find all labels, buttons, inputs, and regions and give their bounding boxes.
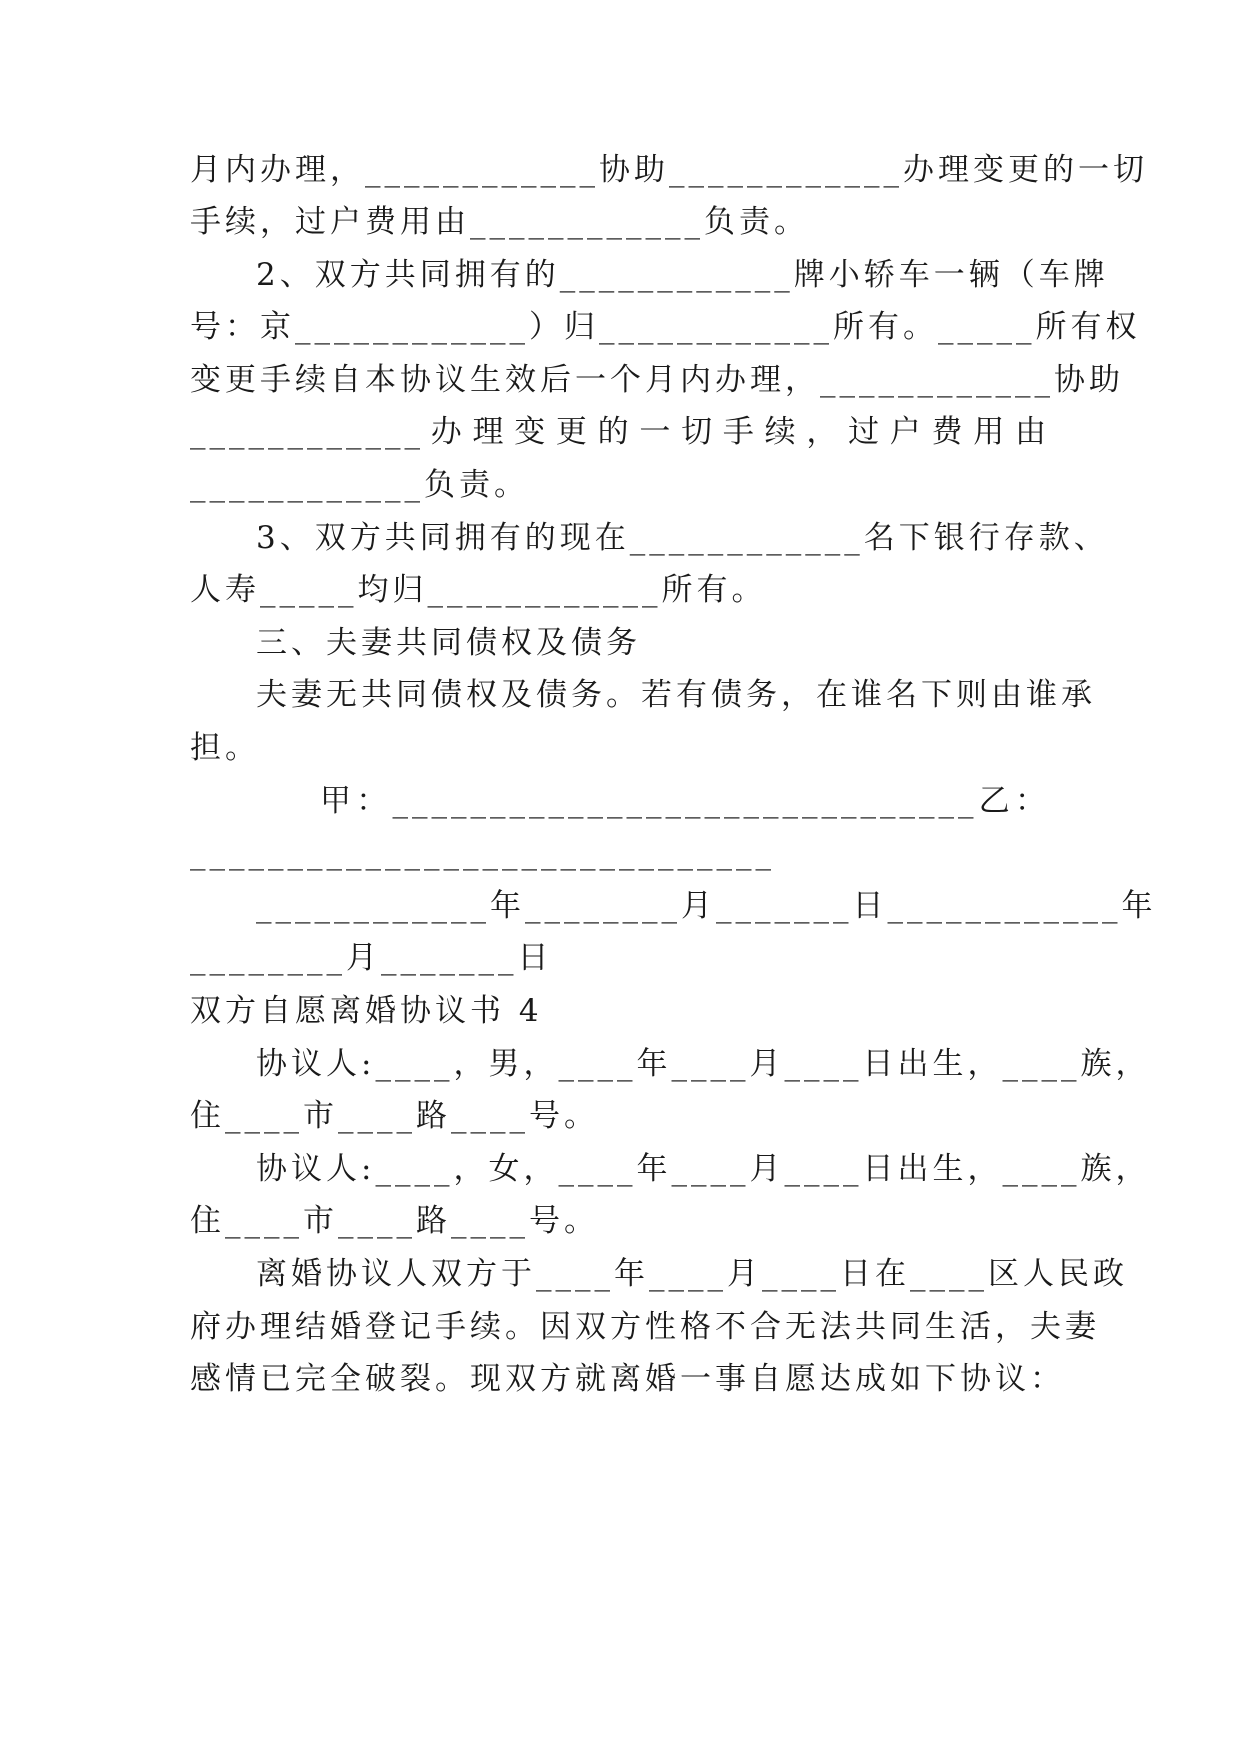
signature-line: 甲：______________________________乙：	[320, 783, 1050, 819]
paragraph-line: 协议人:____，男，____年____月____日出生，____族，	[256, 1046, 1151, 1082]
paragraph-line: 住____市____路____号。	[190, 1203, 599, 1239]
paragraph-line: 担。	[190, 730, 260, 766]
paragraph-line: 协议人:____，女，____年____月____日出生，____族，	[256, 1151, 1151, 1187]
paragraph-line: 离婚协议人双方于____年____月____日在____区人民政	[256, 1256, 1128, 1292]
paragraph-line: ____________办理变更的一切手续，过户费用由	[190, 414, 1050, 450]
paragraph-line: ____________负责。	[190, 467, 529, 503]
paragraph-line: 夫妻无共同债权及债务。若有债务，在谁名下则由谁承	[256, 677, 1096, 713]
paragraph-line: 人寿_____均归____________所有。	[190, 572, 767, 608]
document-title: 双方自愿离婚协议书 4	[190, 993, 543, 1029]
paragraph-line: 2、双方共同拥有的____________牌小轿车一辆（车牌	[256, 257, 1109, 293]
signature-line: ______________________________	[190, 835, 775, 871]
paragraph-line: 住____市____路____号。	[190, 1098, 599, 1134]
date-line: ____________年________月_______日____________年	[256, 888, 1157, 924]
paragraph-line: 3、双方共同拥有的现在____________名下银行存款、	[256, 520, 1109, 556]
paragraph-line: 感情已完全破裂。现双方就离婚一事自愿达成如下协议：	[190, 1361, 1065, 1397]
section-heading: 三、夫妻共同债权及债务	[256, 625, 641, 661]
paragraph-line: 府办理结婚登记手续。因双方性格不合无法共同生活，夫妻	[190, 1309, 1100, 1345]
paragraph-line: 号：京____________）归____________所有。_____所有权	[190, 309, 1141, 345]
paragraph-line: 变更手续自本协议生效后一个月内办理，____________协助	[190, 362, 1124, 398]
paragraph-line: 手续，过户费用由____________负责。	[190, 204, 809, 240]
paragraph-line: 月内办理，____________协助____________办理变更的一切	[190, 152, 1148, 188]
date-line: ________月_______日	[190, 940, 553, 976]
